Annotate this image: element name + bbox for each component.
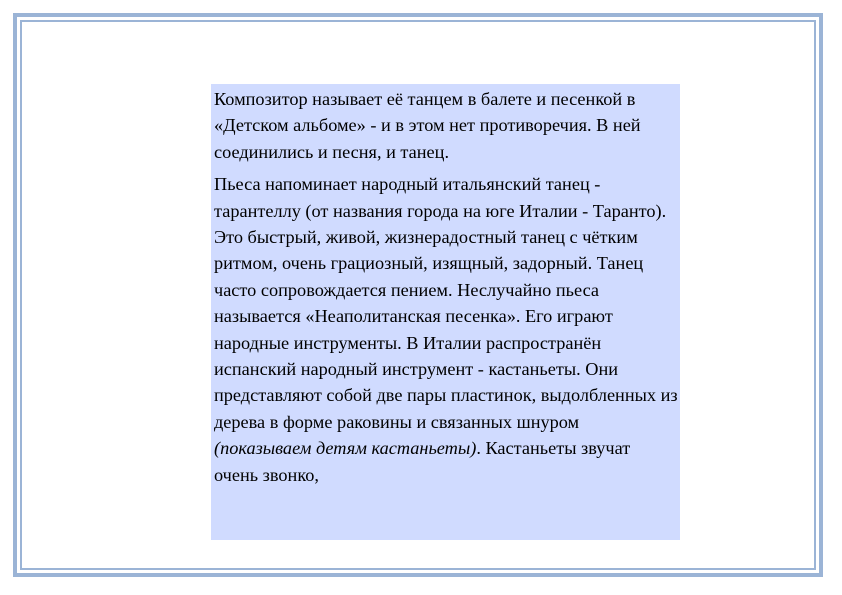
paragraph-2-end: . Кастаньеты звучат очень звонко, bbox=[214, 438, 631, 485]
paragraph-2-italic-note: (показываем детям кастаньеты) bbox=[214, 438, 477, 459]
text-box bbox=[211, 84, 680, 540]
paragraph-1: Композитор называет её танцем в балете и песенкой в «Детском альбоме» - и в этом нет противоречия. В ней соединились и песня, и танец. bbox=[214, 89, 641, 162]
paragraph-2 bbox=[214, 171, 678, 488]
paragraph-2-start: Пьеса напоминает народный итальянский танец - тарантеллу (от названия города на юге Италии - Таранто). Это быстрый, живой, жизнерадостный танец с чётким ритмом, очень грациозный, изящный, задорный. Танец часто сопровождается пением. Неслучайно пьеса называется «Неаполитанская песенка». Его играют народные инструменты. В Италии распространён испанский народный инструмент - кастаньеты. Они представляют собой две пары пластинок, выдолбленных из дерева в форме раковины и связанных шнуром bbox=[214, 174, 678, 432]
